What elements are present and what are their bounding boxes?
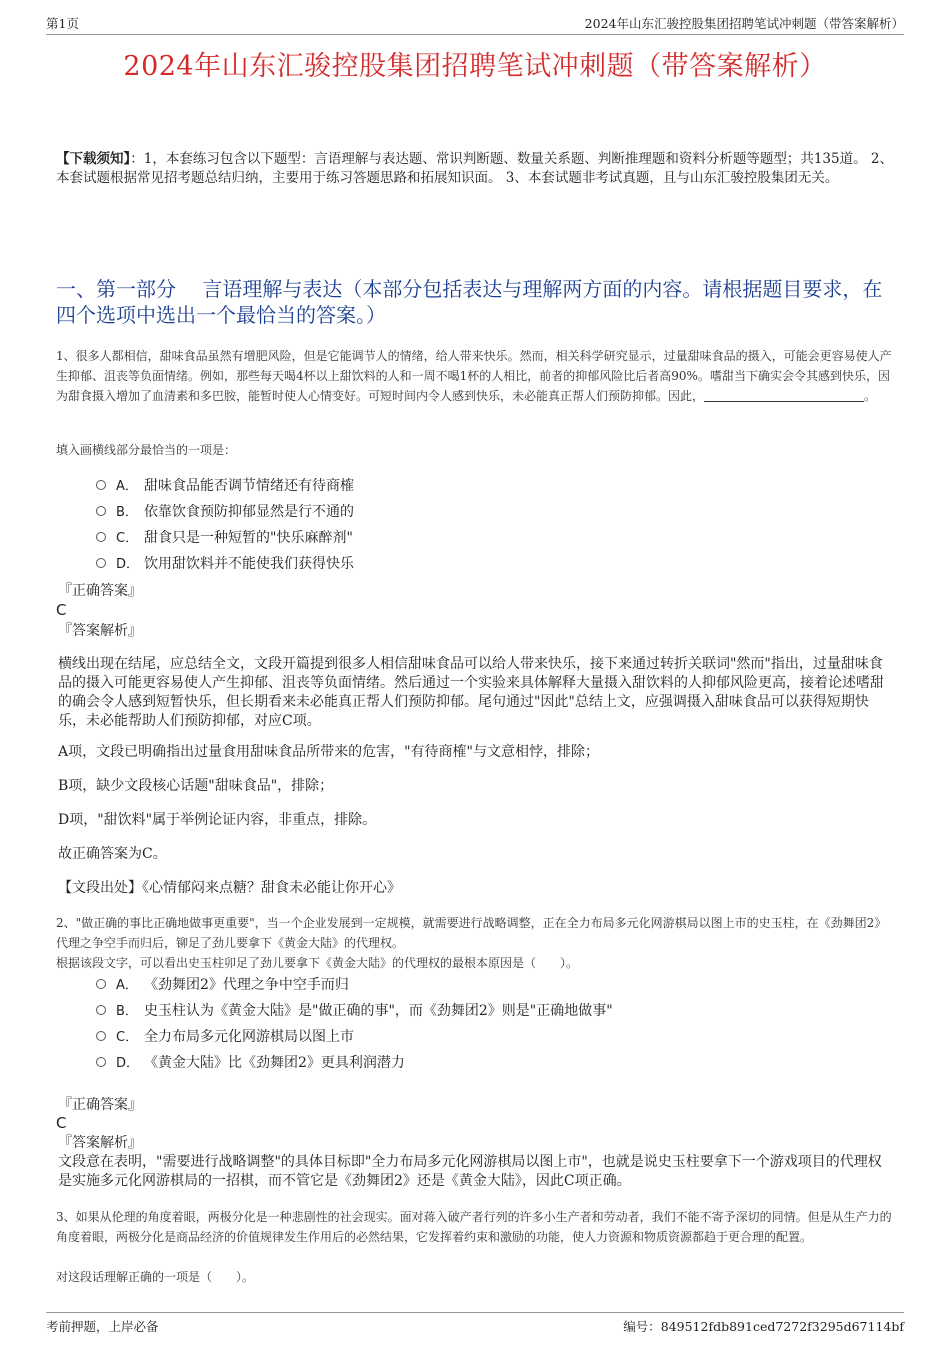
q1-analysis-conclusion: 故正确答案为C。 [58,846,167,862]
q2-analysis: 文段意在表明，"需要进行战略调整"的具体目标即"全力布局多元化网游棋局以图上市"，也就是说史玉柱要拿下一个游戏项目的代理权是实施多元化网游棋局的一招棋，而不管它是《劲舞团2》还是《黄金大陆》，因此C项正确。 [58,1154,882,1189]
q2-option-c[interactable]: C． 全力布局多元化网游棋局以图上市 [96,1026,354,1048]
radio-icon[interactable] [96,1031,106,1041]
q3-stem: 3、如果从伦理的角度着眼，两极分化是一种悲剧性的社会现实。面对蒋入破产者行列的许多小生产者和劳动者，我们不能不寄予深切的同情。但是从生产力的角度着眼，两极分化是商品经济的价值规律发生作用后的必然结果，它发挥着约束和激励的功能，使人力资源和物质资源都趋于更合理的配置。 [56,1210,892,1244]
q1-analysis-para: 横线出现在结尾，应总结全文，文段开篇提到很多人相信甜味食品可以给人带来快乐，接下来通过转折关联词"然而"指出，过量甜味食品的摄入可能更容易使人产生抑郁、沮丧等负面情绪。然后通过一个实验来具体解释大量摄入甜饮料的人抑郁风险更高，接着论述嗜甜的确会令人感到短暂快乐，但长期看来未必能真正帮人们预防抑郁。尾句通过"因此"总结上文，应强调摄入甜味食品可以获得短期快乐，未必能帮助人们预防抑郁，对应C项。 [58,656,884,729]
q1-source: 【文段出处】《心情郁闷来点糖？甜食未必能让你开心》 [58,880,401,896]
page-header [46,14,904,35]
radio-icon[interactable] [96,480,106,490]
q1-option-d[interactable]: D． 饮用甜饮料并不能使我们获得快乐 [96,553,354,575]
q1-answer: C [56,601,67,619]
q2-stem: 2、"做正确的事比正确地做事更重要"，当一个企业发展到一定规模，就需要进行战略调整，正在全力布局多元化网游棋局以图上市的史玉柱，在《劲舞团2》代理之争空手而归后，铆足了劲儿要拿下《黄金大陆》的代理权。 [56,916,887,950]
q1-stem: 1、很多人都相信，甜味食品虽然有增肥风险，但是它能调节人的情绪，给人带来快乐。然而，相关科学研究显示，过量甜味食品的摄入，可能会更容易使人产生抑郁、沮丧等负面情绪。例如，那些每天喝4杯以上甜饮料的人和一周不喝1杯的人相比，前者的抑郁风险比后者高90%。嗜甜当下确实会令其感到快乐，因为甜食摄入增加了血清素和多巴胺，能暂时使人心情变好。可短时间内令人感到快乐，未必能真正帮人们预防抑郁。因此， 。 [56,349,892,403]
q1-analysis-b: B项，缺少文段核心话题"甜味食品"，排除； [58,778,334,794]
q1-option-b[interactable]: B． 依靠饮食预防抑郁显然是行不通的 [96,501,354,523]
radio-icon[interactable] [96,1005,106,1015]
q1-prompt: 填入画横线部分最恰当的一项是： [56,443,237,457]
radio-icon[interactable] [96,979,106,989]
footer-slogan: 考前押题，上岸必备 [46,1319,159,1334]
document-title: 2024年山东汇骏控股集团招聘笔试冲刺题（带答案解析） [123,51,827,82]
fill-blank [704,389,864,402]
q2-option-d[interactable]: D． 《黄金大陆》比《劲舞团2》更具利润潜力 [96,1052,405,1074]
section-heading: 一、第一部分 言语理解与表达（本部分包括表达与理解两方面的内容。请根据题目要求，在四个选项中选出一个最恰当的答案。） [56,277,883,327]
radio-icon[interactable] [96,506,106,516]
radio-icon[interactable] [96,558,106,568]
q2-analysis-label: 『答案解析』 [58,1135,142,1151]
q2-prompt: 根据该段文字，可以看出史玉柱卯足了劲儿要拿下《黄金大陆》的代理权的最根本原因是（ ）。 [56,956,579,970]
page-footer [46,1312,904,1337]
q2-answer: C [56,1114,67,1132]
q1-analysis-d: D项，"甜饮料"属于举例论证内容，非重点，排除。 [58,812,377,828]
q2-option-b[interactable]: B． 史玉柱认为《黄金大陆》是"做正确的事"，而《劲舞团2》则是"正确地做事" [96,1000,613,1022]
q1-option-c[interactable]: C． 甜食只是一种短暂的"快乐麻醉剂" [96,527,353,549]
q1-answer-label: 『正确答案』 [58,583,142,599]
header-doc-title: 2024年山东汇骏控股集团招聘笔试冲刺题（带答案解析） [584,16,904,31]
page-number: 第1页 [46,16,79,31]
notice-text: ：1，本套练习包含以下题型：言语理解与表达题、常识判断题、数量关系题、判断推理题和资料分析题等题型；共135道。 2、本套试题根据常见招考题总结归纳，主要用于练习答题思路和拓展知识面。 3、本套试题非考试真题，且与山东汇骏控股集团无关。 [56,151,893,186]
q3-prompt: 对这段话理解正确的一项是（ ）。 [56,1270,255,1284]
q1-option-a[interactable]: A． 甜味食品能否调节情绪还有待商榷 [96,475,354,497]
q2-answer-label: 『正确答案』 [58,1097,142,1113]
q1-analysis-label: 『答案解析』 [58,623,142,639]
q2-option-a[interactable]: A． 《劲舞团2》代理之争中空手而归 [96,974,349,996]
footer-doc-id: 编号：849512fdb891ced7272f3295d67114bf [623,1319,904,1334]
notice-label: 【下载须知】 [56,151,131,167]
radio-icon[interactable] [96,1057,106,1067]
radio-icon[interactable] [96,532,106,542]
download-notice [56,150,894,188]
q1-analysis-a: A项，文段已明确指出过量食用甜味食品所带来的危害，"有待商榷"与文意相悖，排除； [58,744,599,760]
